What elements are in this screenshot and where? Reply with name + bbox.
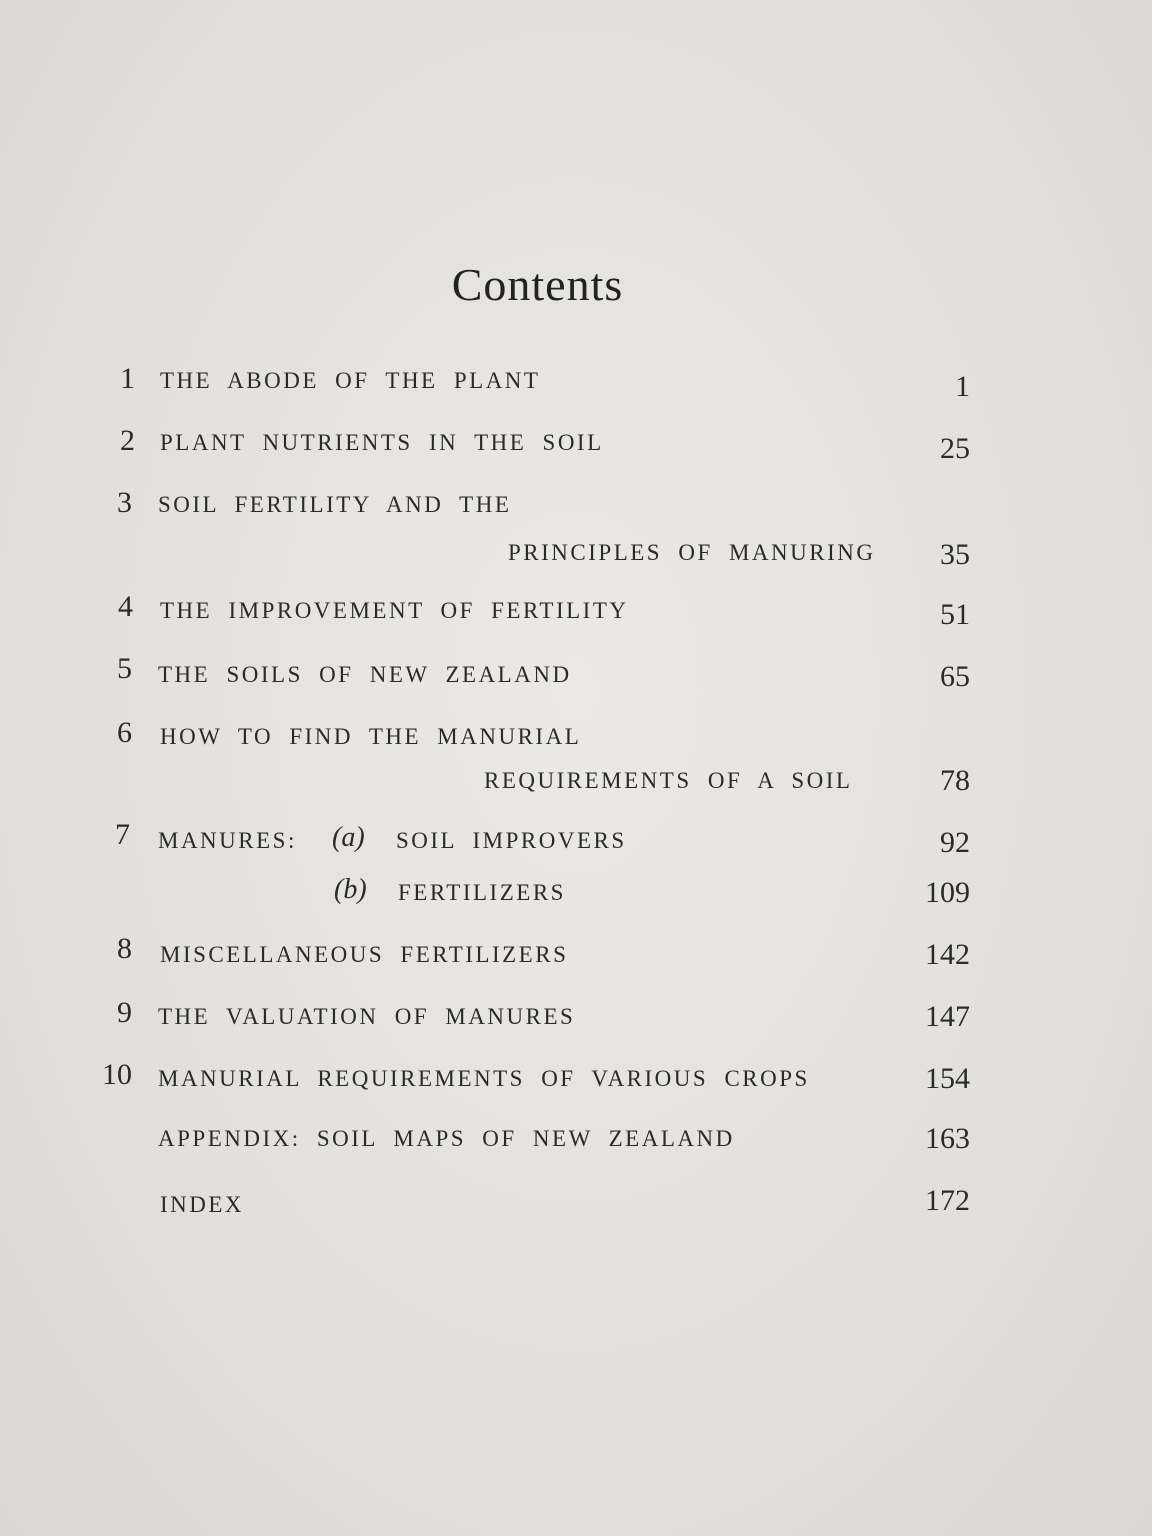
chapter-number: 1 [120, 362, 135, 395]
toc-entry-2 [0, 424, 1152, 464]
chapter-number: 4 [118, 590, 133, 623]
toc-entry-1 [0, 362, 1152, 402]
chapter-title: THE IMPROVEMENT OF FERTILITY [160, 598, 629, 623]
sub-entry-title-a: SOIL IMPROVERS [396, 828, 627, 853]
page-number: 154 [925, 1062, 970, 1095]
page-number: 1 [955, 370, 970, 403]
page-number: 65 [940, 660, 970, 693]
page-number: 109 [925, 876, 970, 909]
toc-entry-index [0, 1182, 1152, 1222]
chapter-number: 2 [120, 424, 135, 457]
chapter-number: 7 [115, 818, 130, 851]
chapter-title: THE SOILS OF NEW ZEALAND [158, 662, 572, 687]
appendix-title: APPENDIX: SOIL MAPS OF NEW ZEALAND [158, 1126, 735, 1151]
chapter-number: 3 [117, 486, 132, 519]
chapter-title-continued: REQUIREMENTS OF A SOIL [484, 768, 853, 793]
page-number: 163 [925, 1122, 970, 1155]
chapter-title: PLANT NUTRIENTS IN THE SOIL [160, 430, 604, 455]
chapter-number: 10 [102, 1058, 132, 1091]
toc-entry-6 [0, 716, 1152, 756]
toc-entry-10 [0, 1058, 1152, 1098]
chapter-number: 6 [117, 716, 132, 749]
toc-entry-6-continued [0, 762, 1152, 802]
sub-entry-marker-a: (a) [332, 822, 365, 853]
toc-entry-4 [0, 590, 1152, 630]
chapter-title: MANURES: [158, 828, 297, 853]
toc-entry-3-continued [0, 534, 1152, 574]
sub-entry-marker-b: (b) [334, 874, 367, 905]
page-number: 51 [940, 598, 970, 631]
toc-entry-appendix [0, 1120, 1152, 1160]
page-number: 25 [940, 432, 970, 465]
toc-entry-8 [0, 932, 1152, 972]
sub-entry-title-b: FERTILIZERS [398, 880, 566, 905]
chapter-title: SOIL FERTILITY AND THE [158, 492, 512, 517]
page-number: 142 [925, 938, 970, 971]
chapter-title-continued: PRINCIPLES OF MANURING [508, 540, 876, 565]
toc-entry-7 [0, 818, 1152, 858]
chapter-title: THE ABODE OF THE PLANT [160, 368, 541, 393]
toc-entry-5 [0, 652, 1152, 692]
page-number: 147 [925, 1000, 970, 1033]
chapter-number: 9 [117, 996, 132, 1029]
chapter-number: 8 [117, 932, 132, 965]
chapter-number: 5 [117, 652, 132, 685]
toc-entry-9 [0, 996, 1152, 1036]
index-title: INDEX [160, 1192, 245, 1217]
toc-entry-3 [0, 486, 1152, 526]
chapter-title: MANURIAL REQUIREMENTS OF VARIOUS CROPS [158, 1066, 810, 1091]
page-number: 78 [940, 764, 970, 797]
page-title: Contents [451, 259, 624, 310]
page-number: 35 [940, 538, 970, 571]
toc-entry-7-sub-b [0, 870, 1152, 910]
chapter-title: MISCELLANEOUS FERTILIZERS [160, 942, 569, 967]
page-number: 172 [925, 1184, 970, 1217]
page-number: 92 [940, 826, 970, 859]
chapter-title: THE VALUATION OF MANURES [158, 1004, 576, 1029]
chapter-title: HOW TO FIND THE MANURIAL [160, 724, 582, 749]
